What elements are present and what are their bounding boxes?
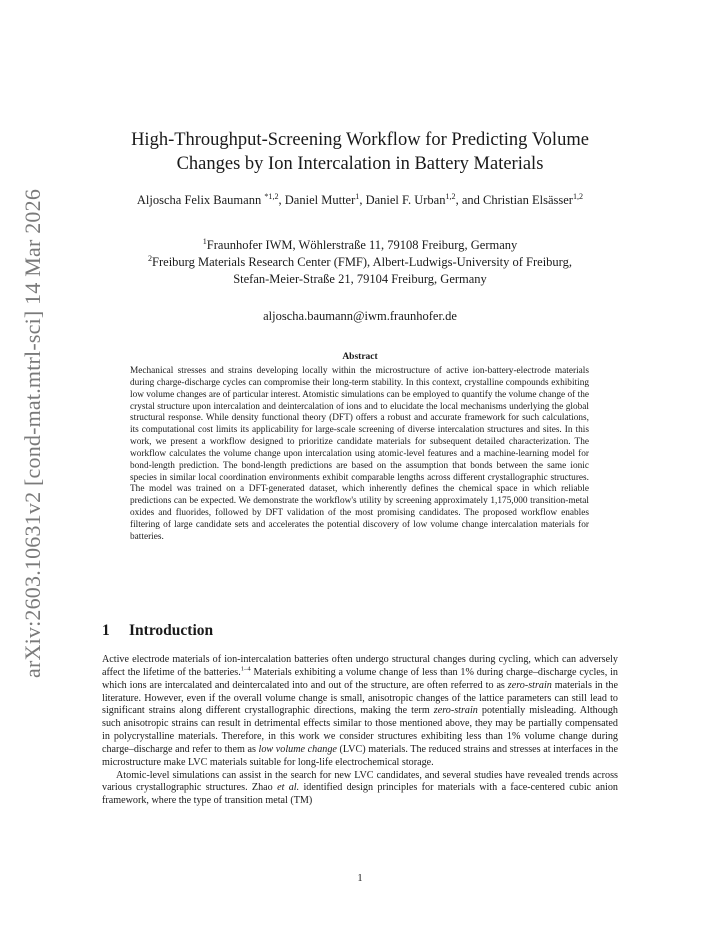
abstract-text: Mechanical stresses and strains developing locally within the microstructure of active ion-battery-electrode materials during charge-discharge cycles can compromise their long-term stability. In this context, crystalline compounds exhibiting low volume changes are of particular interest. Atomistic simulations can be employed to quantify the volume change of the crystal structure upon intercalation and deintercalation of ions and to elucidate the local mechanisms underlying the global structural response. While density functional theory (DFT) offers a robust and accurate framework for such calculations, its computational cost limits its applicability for large-scale screening of diverse intercalation structures and sites. In this work, we present a workflow designed to prioritize candidate materials for subsequent detailed characterization. The workflow calculates the volume change upon intercalation using atomic-level features and a machine-learning model for bond-length prediction. The bond-length predictions are based on the assumption that bonds between the same ionic species in similar local coordination environments exhibit comparable lengths across different crystallographic structures. The model was trained on a DFT-generated dataset, which inherently defines the chemical space in which reliable predictions can be expected. We demonstrate the workflow's utility by screening approximately 1,175,000 transition-metal oxides and fluorides, followed by DFT validation of the most promising candidates. The proposed workflow enables filtering of large candidate sets and accelerates the potential discovery of low volume change intercalation materials for batteries.	[130, 366, 589, 542]
affiliation-block	[80, 237, 640, 288]
author-2-name: , Daniel Mutter	[278, 193, 356, 207]
section-heading-introduction	[102, 622, 213, 640]
para2-text-2: identified design principles for materials with a face-centered cubic anion framework, where the type of transition metal (TM)	[102, 782, 618, 807]
introduction-paragraph-1	[102, 654, 618, 770]
corresponding-email[interactable]: aljoscha.baumann@iwm.fraunhofer.de	[263, 309, 457, 323]
page-number: 1	[357, 873, 363, 884]
para1-text-4: potentially misleading. Although such anisotropic strains can result in detrimental effects similar to those mentioned above, they may be partially compensated in polycrystalline materials. Therefore, in this work we consider structures exhibiting less than 1% volume change during charge–discharge and refer to them as	[102, 705, 618, 755]
author-2-affil: 1	[355, 191, 360, 201]
citation-1-4[interactable]: 1–4	[240, 665, 251, 673]
introduction-body	[102, 654, 618, 808]
author-1-name: Aljoscha Felix Baumann	[136, 193, 265, 207]
paper-title	[100, 128, 620, 176]
author-4-name: , and Christian Elsässer	[455, 193, 573, 207]
arxiv-identifier-stamp: arXiv:2603.10631v2 [cond-mat.mtrl-sci] 14 Mar 2026	[20, 188, 45, 678]
abstract-heading: Abstract	[342, 352, 378, 362]
para2-text-1: Atomic-level simulations can assist in the search for new LVC candidates, and several studies have revealed trends across various crystallographic structures. Zhao	[102, 769, 618, 794]
para1-emphasis-1: zero-strain	[507, 679, 552, 691]
author-4-affil: 1,2	[572, 191, 584, 201]
affiliation-2-text-line-1: Freiburg Materials Research Center (FMF), Albert-Ludwigs-University of Freiburg,	[152, 255, 572, 269]
introduction-paragraph-2	[102, 770, 618, 809]
affiliation-1	[80, 237, 640, 254]
affiliation-1-text: Fraunhofer IWM, Wöhlerstraße 11, 79108 Freiburg, Germany	[206, 238, 518, 252]
title-line-2: Changes by Ion Intercalation in Battery Materials	[176, 154, 544, 174]
section-title: Introduction	[129, 622, 214, 639]
para1-text-2: Materials exhibiting a volume change of less than 1% during charge–discharge cycles, in which ions are intercalated and deintercalated into and out of the structure, are often referred to as	[102, 666, 618, 691]
author-3-name: , Daniel F. Urban	[359, 193, 446, 207]
affiliation-1-marker: 1	[202, 236, 207, 246]
para1-text-3: materials in the literature. However, even if the overall volume change is small, anisotropic changes of the lattice parameters can still lead to significant strains along different crystallographic directions, making the term	[102, 679, 618, 717]
affiliation-2-continued: Stefan-Meier-Straße 21, 79104 Freiburg, Germany	[233, 272, 487, 286]
para1-emphasis-3: low volume change	[258, 743, 337, 755]
para2-emphasis-1: et al.	[277, 782, 300, 794]
affiliation-2-marker: 2	[147, 253, 153, 263]
para1-text-1: Active electrode materials of ion-intercalation batteries often undergo structural changes during cycling, which can adversely affect the lifetime of the batteries.	[102, 654, 618, 678]
affiliation-2	[80, 254, 640, 271]
author-list	[100, 192, 620, 209]
section-number: 1	[102, 622, 110, 639]
para1-emphasis-2: zero-strain	[433, 705, 478, 717]
para1-text-5: (LVC) materials. The reduced strains and stresses at interfaces in the microstructure make LVC materials suitable for long-life electrochemical storage.	[102, 743, 618, 768]
title-line-1: High-Throughput-Screening Workflow for Predicting Volume	[131, 130, 589, 150]
author-1-affil: *1,2	[264, 191, 279, 201]
author-3-affil: 1,2	[445, 191, 456, 201]
